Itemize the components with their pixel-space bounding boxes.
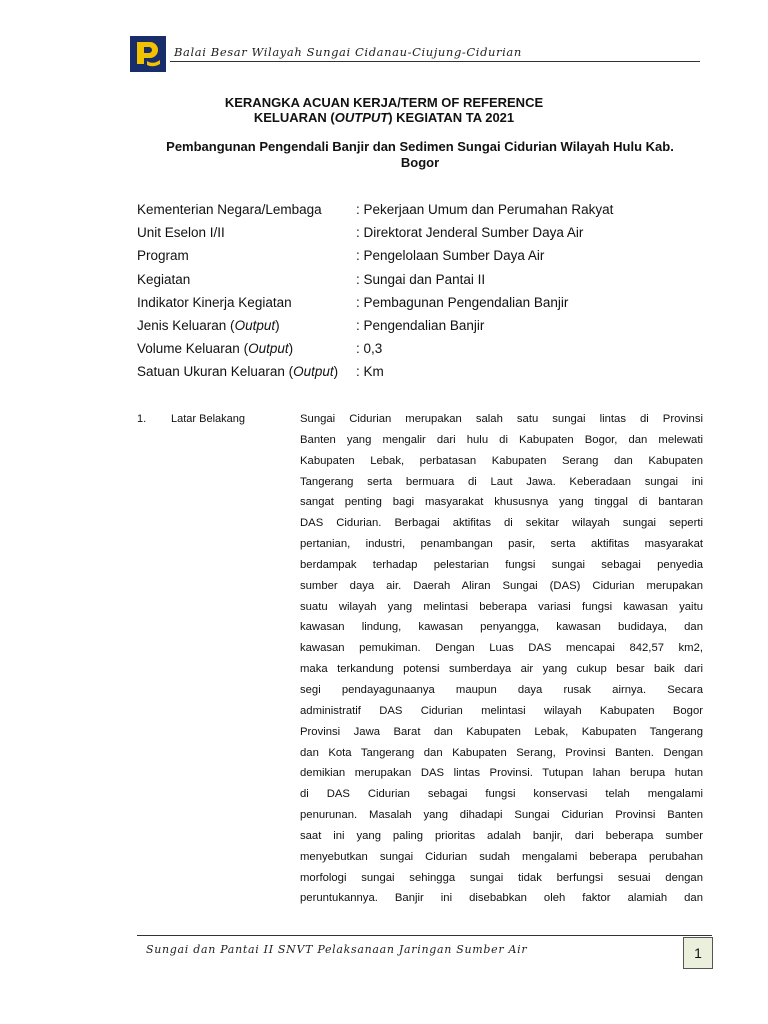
info-label: Jenis Keluaran (Output) [137,317,280,333]
info-value: : Pengelolaan Sumber Daya Air [356,248,545,264]
pu-logo-icon [130,36,166,72]
footer-rule [137,935,712,936]
info-label: Kementerian Negara/Lembaga [137,202,322,217]
info-label: Unit Eselon I/II [137,225,225,241]
body-line: maka terkandung potensi sumberdaya air yang cukup besar baik dari [300,663,703,676]
info-label: Program [137,248,189,264]
info-row [137,225,697,248]
body-line: sumber daya air. Daerah Aliran Sungai (DAS) Cidurian merupakan [300,579,703,592]
info-value: : Direktorat Jenderal Sumber Daya Air [356,225,584,241]
body-line: Kabupaten Lebak, perbatasan Kabupaten Serang dan Kabupaten [300,454,703,467]
doc-title-line2: KELUARAN (OUTPUT) KEGIATAN TA 2021 [253,110,515,125]
body-line: Provinsi Jawa Barat dan Kabupaten Lebak, Kabupaten Tangerang [300,725,703,738]
info-table [137,202,697,388]
doc-subtitle: Pembangunan Pengendali Banjir dan Sedimen Sungai Cidurian Wilayah Hulu Kab. Bogor [166,139,674,170]
body-line: di DAS Cidurian sebagai fungsi konservasi telah mengalami [300,788,703,801]
info-row [137,272,697,295]
section-body [300,409,703,909]
body-line: DAS Cidurian. Berbagai aktifitas di sekitar wilayah sungai seperti [300,517,703,530]
body-line: peruntukannya. Banjir ini disebabkan oleh faktor alamiah dan [300,892,703,905]
body-line: dan Kota Tangerang dan Kabupaten Serang, Provinsi Banten. Dengan [300,746,703,759]
body-line: Tangerang serta bermuara di Laut Jawa. Keberadaan sungai ini [300,475,703,488]
info-row [137,318,697,341]
info-value: : Pembagunan Pengendalian Banjir [356,294,569,310]
info-label: Kegiatan [137,271,191,287]
body-line: penurunan. Masalah yang dihadapi Sungai Cidurian Provinsi Banten [300,809,703,822]
info-value: : Sungai dan Pantai II [356,271,486,287]
body-line: Sungai Cidurian merupakan salah satu sungai lintas di Provinsi [300,413,703,425]
page-header [130,36,700,72]
body-line: morfologi sungai sehingga sungai tidak berfungsi sesuai dengan [300,871,703,884]
header-title: Balai Besar Wilayah Sungai Cidanau-Ciujung-Cidurian [174,45,522,59]
info-label: Volume Keluaran (Output) [137,341,294,357]
info-row [137,364,697,387]
info-row [137,202,697,225]
page-number: 1 [683,937,713,969]
info-row [137,295,697,318]
info-value: : 0,3 [356,341,383,357]
body-line: Banten yang mengalir dari hulu di Kabupaten Bogor, dan melewati [300,433,703,446]
body-line: kawasan lindung, kawasan penyangga, kawasan budidaya, dan [300,621,703,634]
info-value: : Pekerjaan Umum dan Perumahan Rakyat [356,202,614,217]
body-line: demikian merupakan DAS lintas Provinsi. Tutupan lahan berupa hutan [300,767,703,780]
info-label: Satuan Ukuran Keluaran (Output) [137,364,339,380]
body-line: segi pendayagunaanya maupun daya rusak airnya. Secara [300,683,703,696]
header-rule [170,61,700,62]
body-line: pertanian, industri, penambangan pasir, serta aktifitas masyarakat [300,538,703,551]
body-line: sangat penting bagi masyarakat khususnya yang tinggal di bantaran [300,496,703,509]
section-title: Latar Belakang [171,413,245,425]
info-value: : Km [356,364,384,380]
body-line: suatu wilayah yang melintasi beberapa variasi fungsi kawasan yaitu [300,600,703,613]
body-line: berdampak terhadap pelestarian fungsi sungai sebagai penyedia [300,558,703,571]
body-line: kawasan pemukiman. Dengan Luas DAS mencapai 842,57 km2, [300,642,703,655]
info-row [137,341,697,364]
body-line: administratif DAS Cidurian melintasi wilayah Kabupaten Bogor [300,704,703,717]
info-value: : Pengendalian Banjir [356,317,485,333]
doc-title-line1: KERANGKA ACUAN KERJA/TERM OF REFERENCE [224,95,544,110]
info-row [137,248,697,271]
section-number: 1. [137,413,147,425]
info-label: Indikator Kinerja Kegiatan [137,294,292,310]
footer-text: Sungai dan Pantai II SNVT Pelaksanaan Jaringan Sumber Air [146,943,528,956]
body-line: menyebutkan sungai Cidurian sudah mengalami beberapa perubahan [300,850,703,863]
body-line: saat ini yang paling prioritas adalah banjir, dari beberapa sumber [300,829,703,842]
